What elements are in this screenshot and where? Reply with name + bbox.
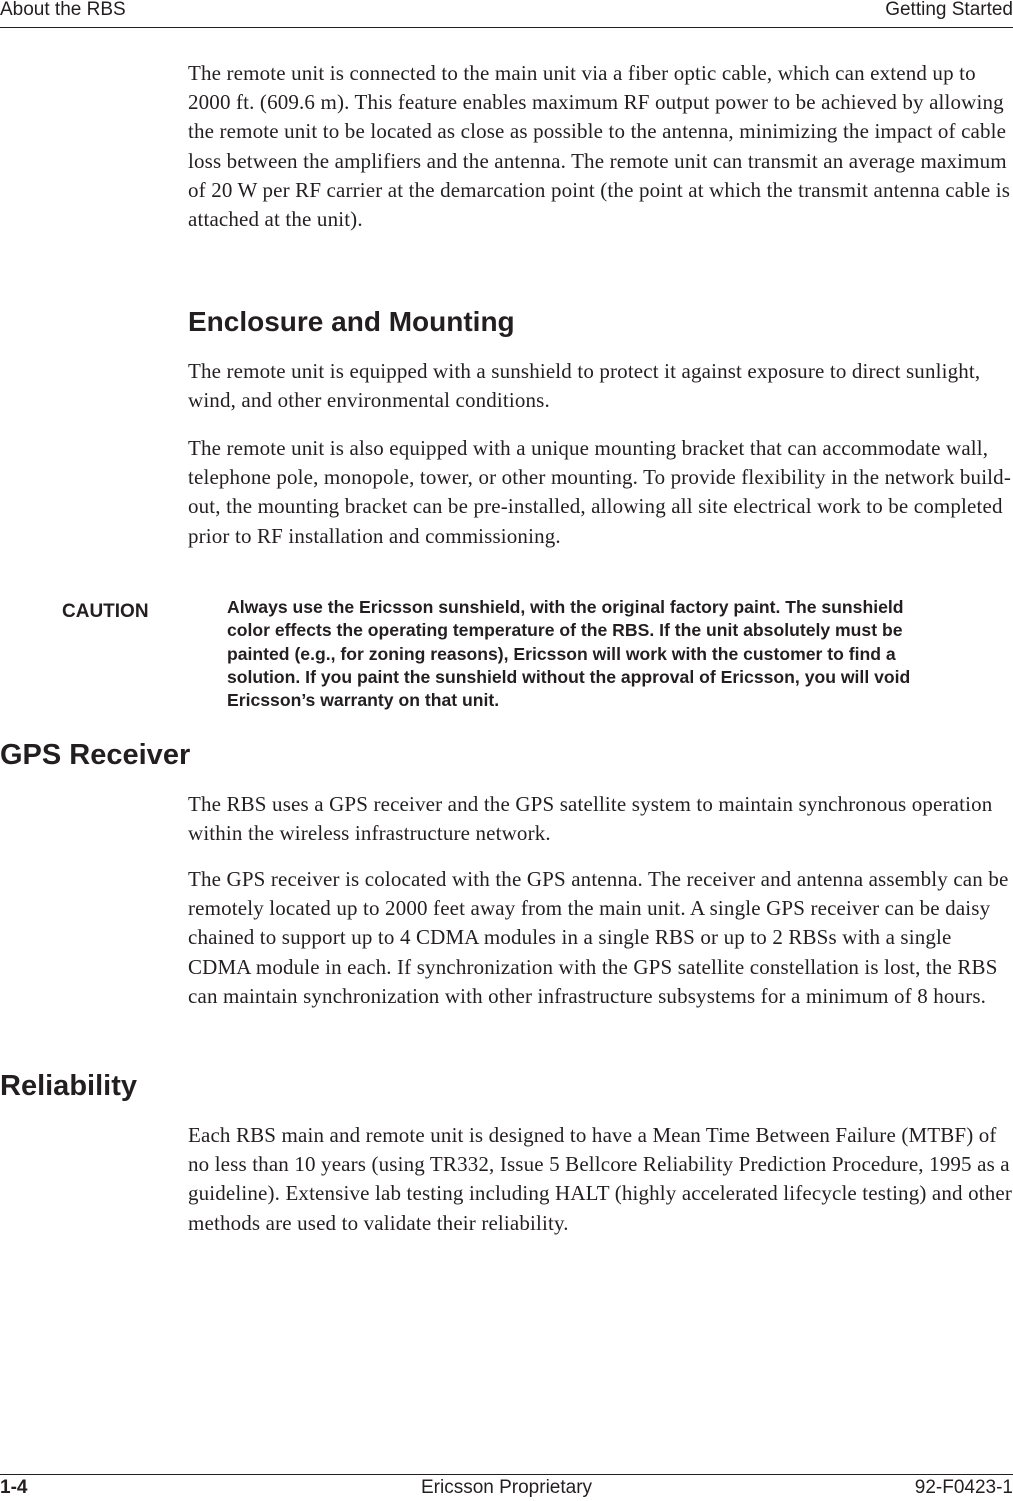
enclosure-paragraph-2: The remote unit is also equipped with a unique mounting bracket that can accommodate wall, telephone pole, monopole, tower, or other mounting. To provide flexibility in the network build-out, the mounting bracket can be pre-installed, allowing all site electrical work to be completed prior to RF installation and commissioning. xyxy=(188,436,1011,548)
gps-paragraph-1: The RBS uses a GPS receiver and the GPS satellite system to maintain synchronous operation within the wireless infrastructure network. xyxy=(188,792,993,846)
page-header xyxy=(0,0,1013,28)
caution-label: CAUTION xyxy=(62,601,149,622)
page-footer xyxy=(0,1474,1013,1501)
gps-heading: GPS Receiver xyxy=(0,739,191,771)
enclosure-heading: Enclosure and Mounting xyxy=(188,306,515,337)
footer-page-number: 1-4 xyxy=(0,1477,28,1498)
header-chapter-title: Getting Started xyxy=(885,0,1013,20)
intro-paragraph: The remote unit is connected to the main unit via a fiber optic cable, which can extend up to 2000 ft. (609.6 m). This feature enables maximum RF output power to be achieved by allowing the remote unit to be located as close as possible to the antenna, minimizing the impact of cable loss between the amplifiers and the antenna. The remote unit can transmit an average maximum of 20 W per RF carrier at the demarcation point (the point at which the transmit antenna cable is attached at the unit). xyxy=(188,61,1011,232)
enclosure-paragraph-1: The remote unit is equipped with a sunshield to protect it against exposure to direct sunlight, wind, and other environmental conditions. xyxy=(188,359,981,413)
header-section-title: About the RBS xyxy=(0,0,126,20)
gps-paragraph-2: The GPS receiver is colocated with the GPS antenna. The receiver and antenna assembly can be remotely located up to 2000 feet away from the main unit. A single GPS receiver can be daisy chained to support up to 4 CDMA modules in a single RBS or up to 2 RBSs with a single CDMA module in each. If synchronization with the GPS satellite constellation is lost, the RBS can maintain synchronization with other infrastructure subsystems for a minimum of 8 hours. xyxy=(188,867,1009,1008)
footer-doc-number: 92-F0423-1 xyxy=(914,1477,1013,1498)
reliability-paragraph: Each RBS main and remote unit is designed to have a Mean Time Between Failure (MTBF) of no less than 10 years (using TR332, Issue 5 Bellcore Reliability Prediction Procedure, 1995 as a guideline). Extensive lab testing including HALT (highly accelerated lifecycle testing) and other methods are used to validate their reliability. xyxy=(188,1123,1012,1235)
caution-text: Always use the Ericsson sunshield, with the original factory paint. The sunshield color effects the operating temperature of the RBS. If the unit absolutely must be painted (e.g., for zoning reasons), Ericsson will work with the customer to find a solution. If you paint the sunshield without the approval of Ericsson, you will void Ericsson’s warranty on that unit. xyxy=(227,597,911,711)
reliability-heading: Reliability xyxy=(0,1070,137,1102)
footer-proprietary: Ericsson Proprietary xyxy=(420,1477,593,1498)
